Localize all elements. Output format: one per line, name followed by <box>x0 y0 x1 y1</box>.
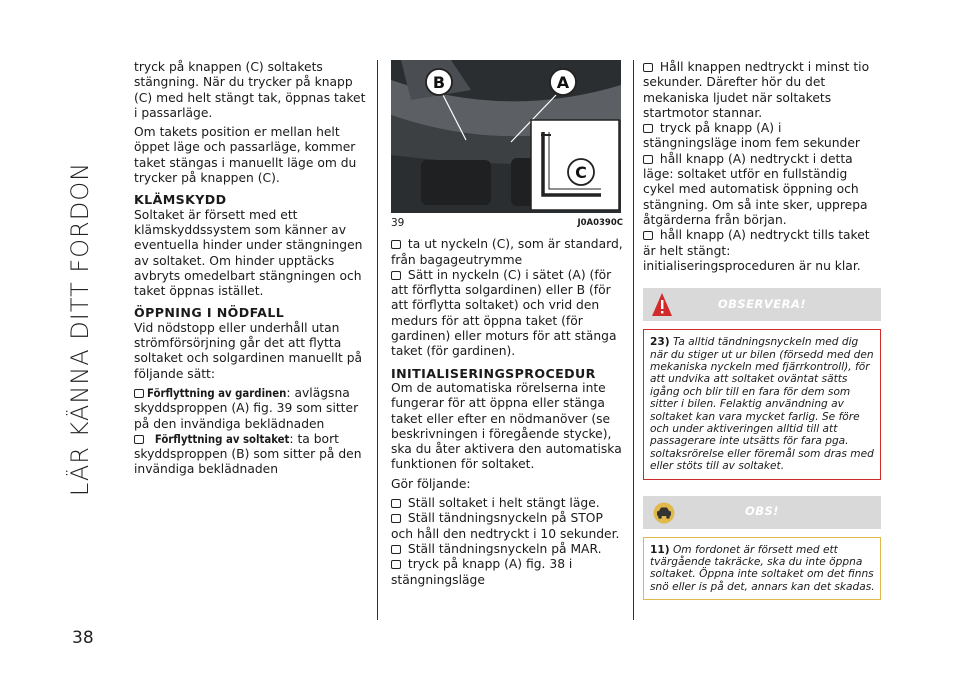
list-item: Sätt in nyckeln (C) i sätet (A) (för att förflytta solgardinen) eller B (för att förflytta soltaket) och vrid den medurs för att öppna taket (för gardinen) eller moturs för att stänga taket (för gardinen). <box>391 267 617 359</box>
warning-title: OBSERVERA! <box>717 297 807 311</box>
bullet-icon <box>391 545 401 554</box>
figure-number: 39 <box>391 217 405 229</box>
paragraph: Vid nödstopp eller underhåll utan strömförsörjning går det att flytta soltaket och solgardinen manuellt på följande sätt: <box>134 320 363 381</box>
bullet-icon <box>134 389 144 398</box>
list-item: tryck på knapp (A) i stängningsläge inom fem sekunder <box>643 121 860 151</box>
label-b: B <box>432 73 446 92</box>
column-3 <box>643 60 879 600</box>
heading-oppning: ÖPPNING I NÖDFALL <box>134 305 285 321</box>
list-item: tryck på knapp (A) fig. 38 i stängningsläge <box>391 557 573 587</box>
bullet-icon <box>391 271 401 280</box>
paragraph: Gör följande: <box>391 476 471 491</box>
warning-text: Ta alltid tändningsnyckeln med dig när du stiger ut ur bilen (försedd med den mekaniska nyckeln med fjärrkontroll), för att undvika att soltaket oväntat sätts igång och blir till en fara för dem som sitter i bilen. Felaktig användning av soltaket kan vara mycket farlig. Se före och under aktiveringen alltid till att passagerare inte utsätts för fara pga. soltaksrörelse eller föremål som dras med eller stöts till av soltaket. <box>650 336 874 473</box>
note-header <box>643 496 881 529</box>
column-2 <box>391 60 623 588</box>
note-box <box>643 537 881 601</box>
sunroof-photo <box>391 60 621 213</box>
note-text: Om fordonet är försett med ett tvärgående takräcke, ska du inte öppna soltaket. Öppna inte soltaket om det finns snö eller is på det, annars kan det skadas. <box>650 543 875 593</box>
bullet-icon <box>391 499 401 508</box>
paragraph: Om de automatiska rörelserna inte fungerar för att öppna eller stänga taket eller efter en nödmanöver (se beskrivningen i föregående stycke), ska du åter aktivera den automatiska funktionen för soltaket. <box>391 380 622 472</box>
list-item: Ställ tändningsnyckeln på MAR. <box>391 542 623 557</box>
list-item: Ställ tändningsnyckeln på STOP och håll den nedtryckt i 10 sekunder. <box>391 511 620 541</box>
list-item: håll knapp (A) nedtryckt i detta läge: soltaket utför en fullständig cykel med automatisk öppning och stängning. Om så inte sker, upprepa åtgärderna från början. <box>643 151 868 227</box>
column-1 <box>134 60 366 478</box>
bullet-icon <box>643 231 653 240</box>
bullet-icon <box>643 63 653 72</box>
column-divider <box>633 60 634 620</box>
warning-callout <box>643 288 881 479</box>
page-number: 38 <box>72 628 94 648</box>
figure-caption <box>391 216 623 231</box>
warning-header <box>643 288 881 321</box>
bullet-icon <box>643 124 653 133</box>
label-c: C <box>575 163 587 182</box>
list-item: Förflyttning av gardinen: avlägsna skyddsproppen (A) fig. 39 som sitter på den invändiga beklädnaden <box>134 385 359 431</box>
bullet-icon <box>134 435 144 444</box>
warning-icon <box>651 292 673 318</box>
warning-number: 23) <box>650 336 670 349</box>
bullet-icon <box>391 514 401 523</box>
section-title: LÄR KÄNNA DITT FORDON <box>66 161 94 497</box>
paragraph: Om takets position er mellan helt öppet läge och passarläge, kommer taket stängas i manuellt läge om du trycker på knappen (C). <box>134 125 357 186</box>
list-item: håll knapp (A) nedtryckt tills taket är helt stängt: initialiseringsproceduren är nu klar. <box>643 228 870 273</box>
car-icon <box>652 502 676 524</box>
paragraph: tryck på knappen (C) soltakets stängning. När du trycker på knapp (C) med helt stängt tak, öppnas taket i passarläge. <box>134 60 366 120</box>
heading-init: INITIALISERINGSPROCEDUR <box>391 365 596 381</box>
list-item: Ställ soltaket i helt stängt läge. <box>391 496 623 511</box>
bullet-icon <box>643 155 653 164</box>
note-number: 11) <box>650 543 670 556</box>
label-a: A <box>556 73 570 92</box>
bullet-icon <box>391 240 401 249</box>
figure-code: J0A0390C <box>577 218 623 228</box>
paragraph: Soltaket är försett med ett klämskyddssystem som känner av eventuella hinder under stängningen av soltaket. Om hinder upptäcks avbryts omedelbart stängningen och taket öppnas istället. <box>134 207 363 299</box>
list-item: Håll knappen nedtryckt i minst tio sekunder. Därefter hör du det mekaniska ljudet när soltakets startmotor stannar. <box>643 60 870 120</box>
column-divider <box>377 60 378 620</box>
note-title: OBS! <box>744 504 780 519</box>
note-callout <box>643 496 881 601</box>
list-item: Förflyttning av soltaket: ta bort skyddsproppen (B) som sitter på den invändiga beklädnaden <box>134 431 362 477</box>
list-item: ta ut nyckeln (C), som är standard, från bagageutrymme <box>391 237 623 267</box>
warning-box <box>643 329 881 479</box>
heading-klamskydd: KLÄMSKYDD <box>134 192 227 208</box>
bullet-icon <box>391 560 401 569</box>
figure-39 <box>391 60 621 213</box>
